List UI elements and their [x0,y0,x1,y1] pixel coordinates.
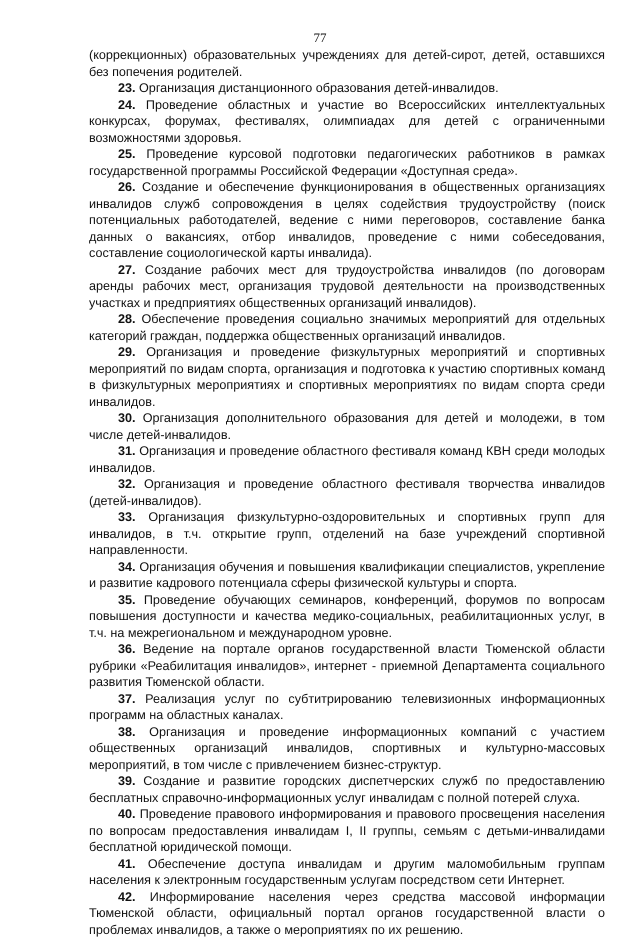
list-item [89,97,605,147]
item-number: 42. [118,890,136,904]
item-text: Проведение областных и участие во Всероссийских интеллектуальных конкурсах, форумах, фестивалях, олимпиадах для детей с ограниченными возможностями здоровья. [89,98,605,145]
document-body [89,47,605,938]
list-item [89,146,605,179]
intro-paragraph: (коррекционных) образовательных учреждениях для детей-сирот, детей, оставшихся без попечения родителей. [89,47,605,80]
item-text: Создание рабочих мест для трудоустройства инвалидов (по договорам аренды рабочих мест, организация трудовой деятельности на производственных участках и предприятиях общественных организаций инвалидов). [89,263,605,310]
list-item [89,806,605,856]
item-number: 28. [118,312,136,326]
item-number: 26. [118,180,136,194]
item-number: 37. [118,692,136,706]
item-text: Организация дополнительного образования для детей и молодежи, в том числе детей-инвалидов. [89,411,605,442]
list-item [89,443,605,476]
list-item [89,889,605,938]
list-item [89,80,605,97]
item-number: 24. [118,98,136,112]
item-text: Организация обучения и повышения квалификации специалистов, укрепление и развитие кадрового потенциала сферы физической культуры и спорта. [89,560,605,591]
item-text: Проведение обучающих семинаров, конференций, форумов по вопросам повышения доступности и качества медико-социальных, реабилитационных услуг, в т.ч. на межрегиональном и международном уровне. [89,593,605,640]
item-text: Создание и обеспечение функционирования в общественных организациях инвалидов служб сопровождения в целях содействия трудоустройству (поиск потенциальных работодателей, ведение с ними переговоров, составление банка данных о вакансиях, отбор инвалидов, проведение с ними собеседования, составление социологической карты инвалида). [89,180,605,260]
item-text: Организация физкультурно-оздоровительных и спортивных групп для инвалидов, в т.ч. открытие групп, отделений на базе учреждений спортивной направленности. [89,510,605,557]
list-item [89,311,605,344]
item-text: Организация и проведение областного фестиваля команд КВН среди молодых инвалидов. [89,444,605,475]
item-number: 36. [118,642,136,656]
list-item [89,476,605,509]
item-number: 25. [118,147,136,161]
list-item [89,592,605,642]
item-list [89,80,605,938]
item-text: Информирование населения через средства массовой информации Тюменской области, официальный портал органов государственной власти о проблемах инвалидов, а также о мероприятиях по их решению. [89,890,605,937]
item-text: Организация и проведение информационных компаний с участием общественных организаций инвалидов, спортивных и культурно-массовых мероприятий, в том числе с привлечением бизнес-структур. [89,725,605,772]
item-number: 23. [118,81,136,95]
list-item [89,410,605,443]
item-number: 35. [118,593,136,607]
list-item [89,509,605,559]
item-number: 34. [118,560,136,574]
item-text: Ведение на портале органов государственной власти Тюменской области рубрики «Реабилитация инвалидов», интернет - приемной Департамента социального развития Тюменской области. [89,642,605,689]
list-item [89,856,605,889]
item-text: Обеспечение проведения социально значимых мероприятий для отдельных категорий граждан, поддержка общественных организаций инвалидов. [89,312,605,343]
item-text: Проведение правового информирования и правового просвещения населения по вопросам предоставления инвалидам I, II группы, семьям с детьми-инвалидами бесплатной юридической помощи. [89,807,605,854]
item-number: 29. [118,345,136,359]
item-text: Организация дистанционного образования детей-инвалидов. [139,81,499,95]
item-number: 27. [118,263,136,277]
list-item [89,344,605,410]
list-item [89,773,605,806]
item-number: 38. [118,725,136,739]
list-item [89,641,605,691]
item-number: 32. [118,477,136,491]
list-item [89,559,605,592]
item-text: Реализация услуг по субтитрированию телевизионных информационных программ на областных каналах. [89,692,605,723]
list-item [89,724,605,774]
item-text: Организация и проведение физкультурных мероприятий и спортивных мероприятий по видам спорта, организация и подготовка к участию спортивных команд в физкультурных мероприятиях и спортивных мероприятиях по видам спорта среди инвалидов. [89,345,605,409]
item-text: Проведение курсовой подготовки педагогических работников в рамках государственной программы Российской Федерации «Доступная среда». [89,147,605,178]
item-text: Организация и проведение областного фестиваля творчества инвалидов (детей-инвалидов). [89,477,605,508]
item-number: 33. [118,510,136,524]
page-number: 77 [0,30,640,46]
list-item [89,691,605,724]
item-number: 31. [118,444,136,458]
item-number: 41. [118,857,136,871]
item-text: Обеспечение доступа инвалидам и другим маломобильным группам населения к электронным государственным услугам посредством сети Интернет. [89,857,605,888]
item-number: 39. [118,774,136,788]
list-item [89,179,605,262]
item-text: Создание и развитие городских диспетчерских служб по предоставлению бесплатных справочно-информационных услуг инвалидам с полной потерей слуха. [89,774,605,805]
item-number: 30. [118,411,136,425]
list-item [89,262,605,312]
item-number: 40. [118,807,136,821]
